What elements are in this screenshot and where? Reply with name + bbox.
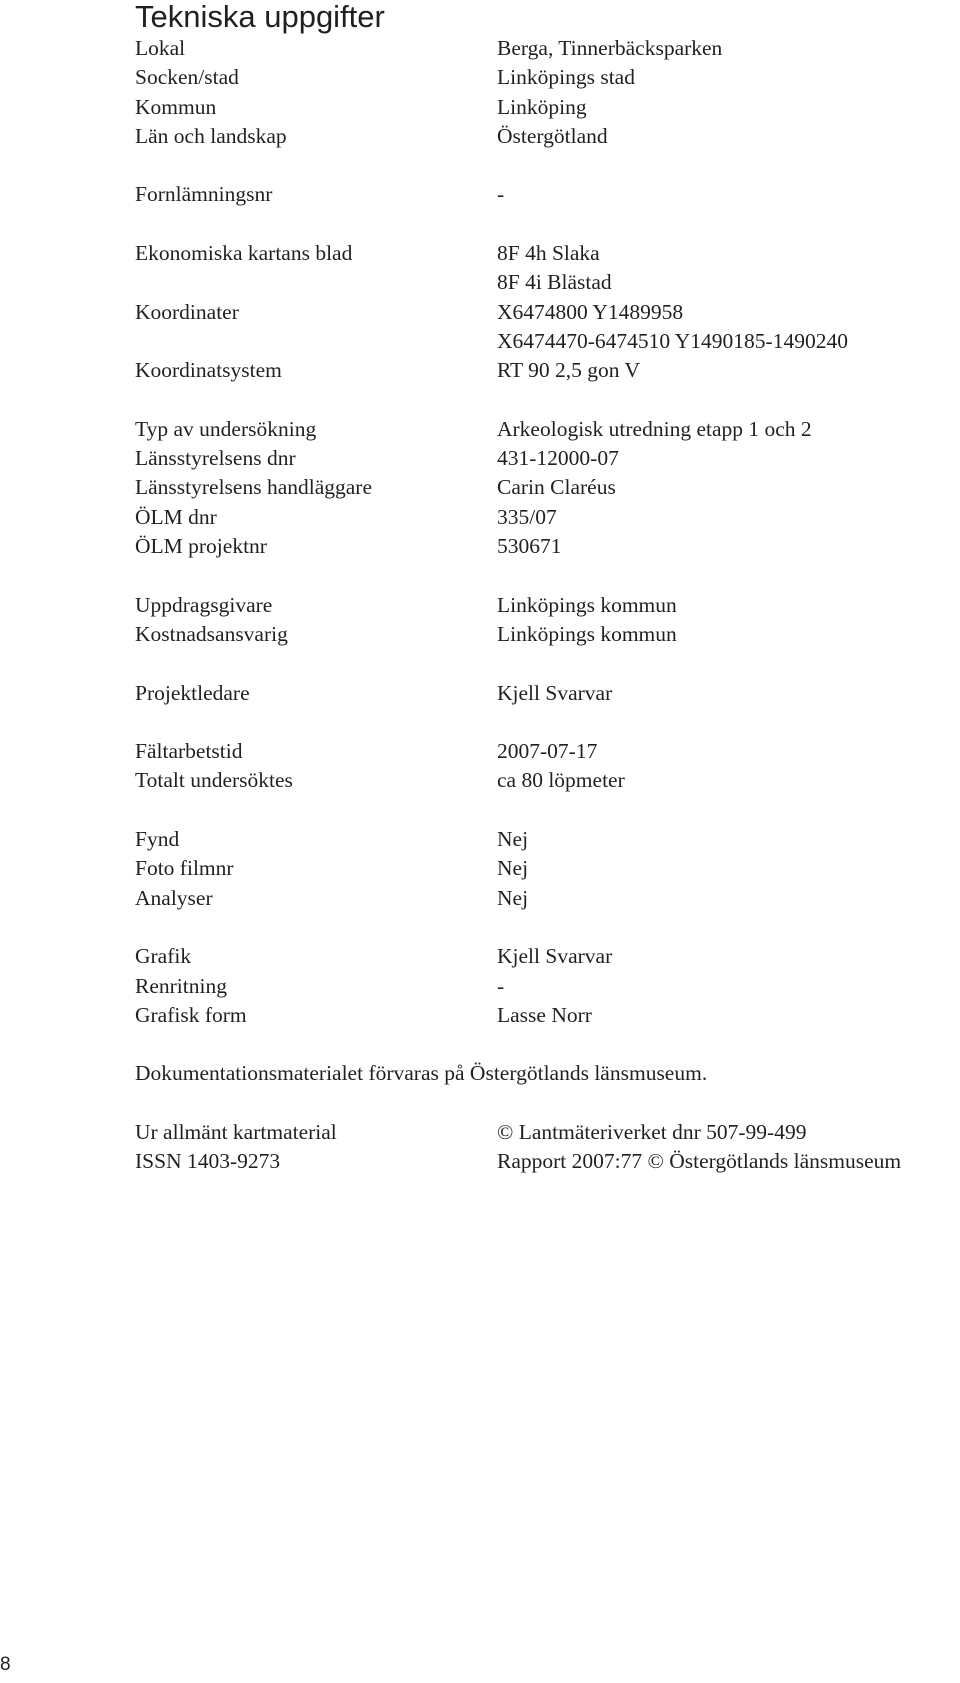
- spec-row-renritning: [135, 972, 960, 1001]
- spec-value: Lasse Norr: [497, 1002, 592, 1027]
- spacer: [135, 386, 960, 415]
- spec-label: Kommun: [135, 94, 217, 119]
- spacer: [135, 561, 960, 590]
- spec-value: Kjell Svarvar: [497, 680, 613, 705]
- spec-value: Östergötland: [497, 123, 608, 148]
- storage-note: Dokumentationsmaterialet förvaras på Östergötlands länsmuseum.: [135, 1061, 708, 1086]
- spacer: [135, 210, 960, 239]
- spec-label: Typ av undersökning: [135, 416, 317, 441]
- spec-label: Kostnadsansvarig: [135, 621, 288, 646]
- spec-value: Rapport 2007:77 © Östergötlands länsmuseum: [497, 1149, 902, 1174]
- spec-value: ca 80 löpmeter: [497, 768, 625, 793]
- spec-row-fynd: [135, 825, 960, 854]
- storage-note-row: [135, 1059, 960, 1088]
- spec-label: Fornlämningsnr: [135, 182, 273, 207]
- spec-label: Fältarbetstid: [135, 739, 243, 764]
- spec-row-socken: [135, 63, 960, 92]
- spec-row-projektledare: [135, 679, 960, 708]
- spec-row-typ-av-undersokning: [135, 415, 960, 444]
- spec-value: Carin Claréus: [497, 475, 616, 500]
- spec-row-grafisk-form: [135, 1001, 960, 1030]
- spec-value: Linköpings stad: [497, 65, 635, 90]
- spec-value: Linköping: [497, 94, 587, 119]
- spec-label: ISSN 1403-9273: [135, 1149, 281, 1174]
- spec-label: Ekonomiska kartans blad: [135, 241, 353, 266]
- spec-value: Nej: [497, 885, 529, 910]
- spec-label: Analyser: [135, 885, 213, 910]
- spec-row-ekonomiska-kartans-blad: [135, 239, 960, 268]
- spec-value: 335/07: [497, 504, 557, 529]
- spec-value: 530671: [497, 534, 562, 559]
- spec-value: 2007-07-17: [497, 739, 598, 764]
- technical-specifications: [135, 34, 960, 1177]
- spec-value: Nej: [497, 827, 529, 852]
- spec-row-olm-dnr: [135, 503, 960, 532]
- spec-value: X6474800 Y1489958: [497, 299, 684, 324]
- spec-value: © Lantmäteriverket dnr 507-99-499: [497, 1119, 807, 1144]
- spec-value: RT 90 2,5 gon V: [497, 358, 641, 383]
- spec-label: Foto filmnr: [135, 856, 234, 881]
- spec-label: Koordinater: [135, 299, 239, 324]
- spec-row-fornlamningsnr: [135, 180, 960, 209]
- spec-row-grafik: [135, 942, 960, 971]
- spacer: [135, 649, 960, 678]
- spec-row-uppdragsgivare: [135, 591, 960, 620]
- spec-row-ekonomiska-kartans-blad-2: [135, 268, 960, 297]
- spec-row-totalt-undersoktes: [135, 766, 960, 795]
- spec-value: 8F 4i Blästad: [497, 270, 612, 295]
- spacer: [135, 708, 960, 737]
- spec-value: -: [497, 973, 505, 998]
- spec-row-kommun: [135, 93, 960, 122]
- spec-label: Lokal: [135, 36, 186, 60]
- spec-label: Uppdragsgivare: [135, 592, 273, 617]
- spec-label: Renritning: [135, 973, 227, 998]
- spec-label: Grafik: [135, 944, 192, 969]
- spec-label: ÖLM projektnr: [135, 534, 267, 559]
- spec-label: Koordinatsystem: [135, 358, 282, 383]
- spec-row-lan: [135, 122, 960, 151]
- spec-value: -: [497, 182, 505, 207]
- spec-label: Projektledare: [135, 680, 250, 705]
- spacer: [135, 1030, 960, 1059]
- spec-row-lokal: [135, 34, 960, 63]
- spec-label: Länsstyrelsens dnr: [135, 446, 296, 471]
- spec-value: Arkeologisk utredning etapp 1 och 2: [497, 416, 812, 441]
- spec-row-issn: [135, 1147, 960, 1176]
- spec-row-lansstyrelsens-handlaggare: [135, 473, 960, 502]
- spec-label: Grafisk form: [135, 1002, 247, 1027]
- spec-label: Totalt undersöktes: [135, 768, 293, 793]
- spec-row-koordinater-2: [135, 327, 960, 356]
- spec-value: 431-12000-07: [497, 446, 619, 471]
- spec-value: Linköpings kommun: [497, 621, 677, 646]
- spec-row-kostnadsansvarig: [135, 620, 960, 649]
- spec-row-kartmaterial: [135, 1118, 960, 1147]
- spec-value: X6474470-6474510 Y1490185-1490240: [497, 328, 848, 353]
- spec-value: Nej: [497, 856, 529, 881]
- spec-label: Socken/stad: [135, 65, 239, 90]
- page-title: Tekniska uppgifter: [135, 0, 385, 34]
- spec-label: Län och landskap: [135, 123, 287, 148]
- spec-row-faltarbetstid: [135, 737, 960, 766]
- spacer: [135, 151, 960, 180]
- spec-label: Fynd: [135, 827, 180, 852]
- spec-value: Kjell Svarvar: [497, 944, 613, 969]
- spec-row-koordinater: [135, 298, 960, 327]
- spec-value: Berga, Tinnerbäcksparken: [497, 36, 723, 60]
- spec-label: ÖLM dnr: [135, 504, 217, 529]
- spec-label: Länsstyrelsens handläggare: [135, 475, 373, 500]
- spec-row-olm-projektnr: [135, 532, 960, 561]
- page-number: 8: [0, 1654, 11, 1675]
- spec-label: Ur allmänt kartmaterial: [135, 1119, 337, 1144]
- spacer: [135, 913, 960, 942]
- spec-row-koordinatsystem: [135, 356, 960, 385]
- spec-row-lansstyrelsens-dnr: [135, 444, 960, 473]
- spacer: [135, 796, 960, 825]
- spec-value: 8F 4h Slaka: [497, 241, 600, 266]
- spec-row-analyser: [135, 884, 960, 913]
- spec-value: Linköpings kommun: [497, 592, 677, 617]
- spacer: [135, 1089, 960, 1118]
- spec-row-foto-filmnr: [135, 854, 960, 883]
